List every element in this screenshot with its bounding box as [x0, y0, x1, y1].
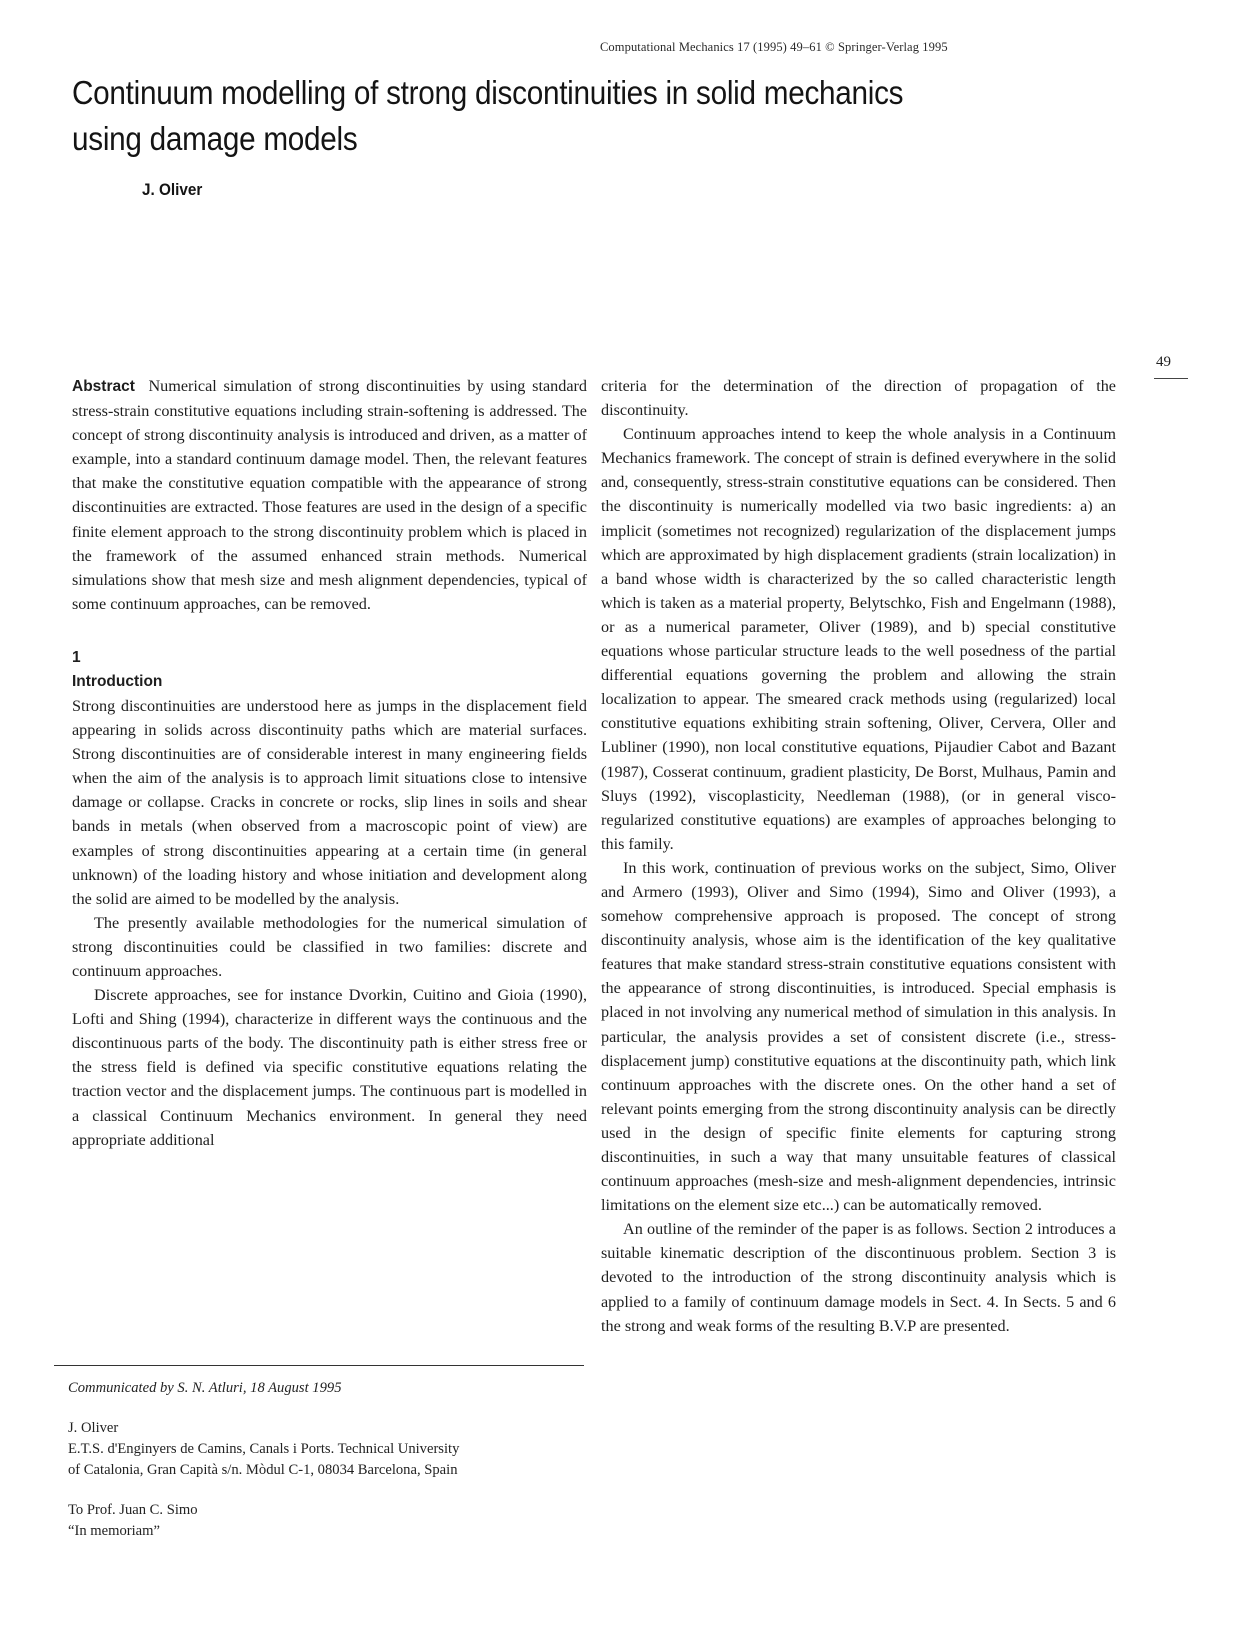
affiliation-name: J. Oliver: [68, 1420, 119, 1436]
body-paragraph: In this work, continuation of previous works on the subject, Simo, Oliver and Armero (1993), Oliver and Simo (1994), Simo and Oliver (1993), a somehow comprehensive approach is proposed. The concept of strong discontinuity analysis, whose aim is the identification of the key qualitative features that make standard stress-strain constitutive equations consistent with the appearance of strong discontinuities, is introduced. Special emphasis is placed in not involving any numerical method of simulation in this analysis. In particular, the analysis provides a set of consistent discrete (i.e., stress-displacement jump) constitutive equations at the discontinuity path, which link continuum approaches with the discrete ones. On the other hand a set of relevant points emerging from the strong discontinuity analysis can be directly used in the design of specific finite elements for capturing strong discontinuities, in such a way that many unsuitable features of classical continuum approaches (mesh-size and mesh-alignment dependencies, intrinsic limitations on the element size etc...) can be automatically removed.: [601, 858, 1116, 1215]
dedication-block: [68, 1500, 588, 1542]
page-number: 49: [1156, 354, 1171, 370]
affiliation-line: E.T.S. d'Enginyers de Camins, Canals i Ports. Technical University: [68, 1441, 460, 1457]
paper-title: Continuum modelling of strong discontinuities in solid mechanics using damage models: [72, 74, 904, 157]
affiliation-block: [68, 1418, 588, 1481]
left-column: [72, 374, 587, 1152]
abstract-text: Numerical simulation of strong discontinuities by using standard stress-strain constitutive equations including strain-softening is addressed. The concept of strong discontinuity analysis is introduced and driven, as a matter of example, into a standard continuum damage model. Then, the relevant features that make the constitutive equation compatible with the appearance of strong discontinuities are extracted. Those features are used in the design of a specific finite element approach to the strong discontinuity problem which is placed in the framework of the assumed enhanced strain methods. Numerical simulations show that mesh size and mesh alignment dependencies, typical of some continuum approaches, can be removed.: [72, 377, 588, 613]
body-paragraph: Strong discontinuities are understood here as jumps in the displacement field appearing in solids across discontinuity paths which are material surfaces. Strong discontinuities are of considerable interest in many engineering fields when the aim of the analysis is to approach limit situations close to intensive damage or collapse. Cracks in concrete or rocks, slip lines in soils and shear bands in metals (when observed from a macroscopic point of view) are examples of strong discontinuities appearing at a certain time (in general unknown) of the loading history and whose initiation and development along the solid are aimed to be modelled by the analysis.: [72, 696, 587, 908]
paper-author: J. Oliver: [142, 180, 203, 199]
journal-header: Computational Mechanics 17 (1995) 49–61 © Springer-Verlag 1995: [600, 40, 948, 54]
body-paragraph: An outline of the reminder of the paper is as follows. Section 2 introduces a suitable kinematic description of the discontinuous problem. Section 3 is devoted to the introduction of the strong discontinuity analysis which is applied to a family of continuum damage models in Sect. 4. In Sects. 5 and 6 the strong and weak forms of the resulting B.V.P are presented.: [601, 1220, 1116, 1335]
communicated-note: Communicated by S. N. Atluri, 18 August 1995: [68, 1380, 342, 1396]
body-paragraph: Discrete approaches, see for instance Dvorkin, Cuitino and Gioia (1990), Lofti and Shing (1994), characterize in different ways the continuous and the discontinuous parts of the body. The discontinuity path is either stress free or the stress field is defined via specific constitutive equations relating the traction vector and the displacement jumps. The continuous part is modelled in a classical Continuum Mechanics environment. In general they need appropriate additional: [72, 986, 587, 1149]
dedication-line: To Prof. Juan C. Simo: [68, 1502, 198, 1518]
right-column: [601, 374, 1116, 1338]
abstract-label: Abstract: [72, 378, 135, 395]
footnotes: [68, 1378, 588, 1542]
body-paragraph: Continuum approaches intend to keep the whole analysis in a Continuum Mechanics framework. The concept of strain is defined everywhere in the solid and, consequently, stress-strain constitutive equations can be considered. Then the discontinuity is numerically modelled via two basic ingredients: a) an implicit (sometimes not recognized) regularization of the displacement jumps which are approximated by high displacement gradients (strain localization) in a band whose width is characterized by the so called characteristic length which is taken as a material property, Belytschko, Fish and Engelmann (1988), or as a numerical parameter, Oliver (1989), and b) special constitutive equations whose particular structure leads to the well posedness of the partial differential equations governing the problem and allowing the strain localization to appear. The smeared crack methods using (regularized) local constitutive equations exhibiting strain softening, Oliver, Cervera, Oller and Lubliner (1990), non local constitutive equations, Pijaudier Cabot and Bazant (1987), Cosserat continuum, gradient plasticity, De Borst, Mulhaus, Pamin and Sluys (1992), viscoplasticity, Needleman (1988), (or in general visco-regularized constitutive equations) are examples of approaches belonging to this family.: [601, 425, 1116, 853]
body-paragraph: The presently available methodologies for the numerical simulation of strong discontinuities could be classified in two families: discrete and continuum approaches.: [72, 913, 587, 980]
affiliation-line: of Catalonia, Gran Capità s/n. Mòdul C-1, 08034 Barcelona, Spain: [68, 1462, 458, 1478]
dedication-line: “In memoriam”: [68, 1523, 160, 1539]
page-number-rule: [1154, 378, 1188, 379]
section-title: Introduction: [72, 672, 163, 690]
footnote-rule: [54, 1365, 584, 1366]
body-paragraph: criteria for the determination of the direction of propagation of the discontinuity.: [601, 377, 1116, 420]
abstract-paragraph: [72, 374, 587, 616]
section-number: 1: [72, 648, 81, 666]
